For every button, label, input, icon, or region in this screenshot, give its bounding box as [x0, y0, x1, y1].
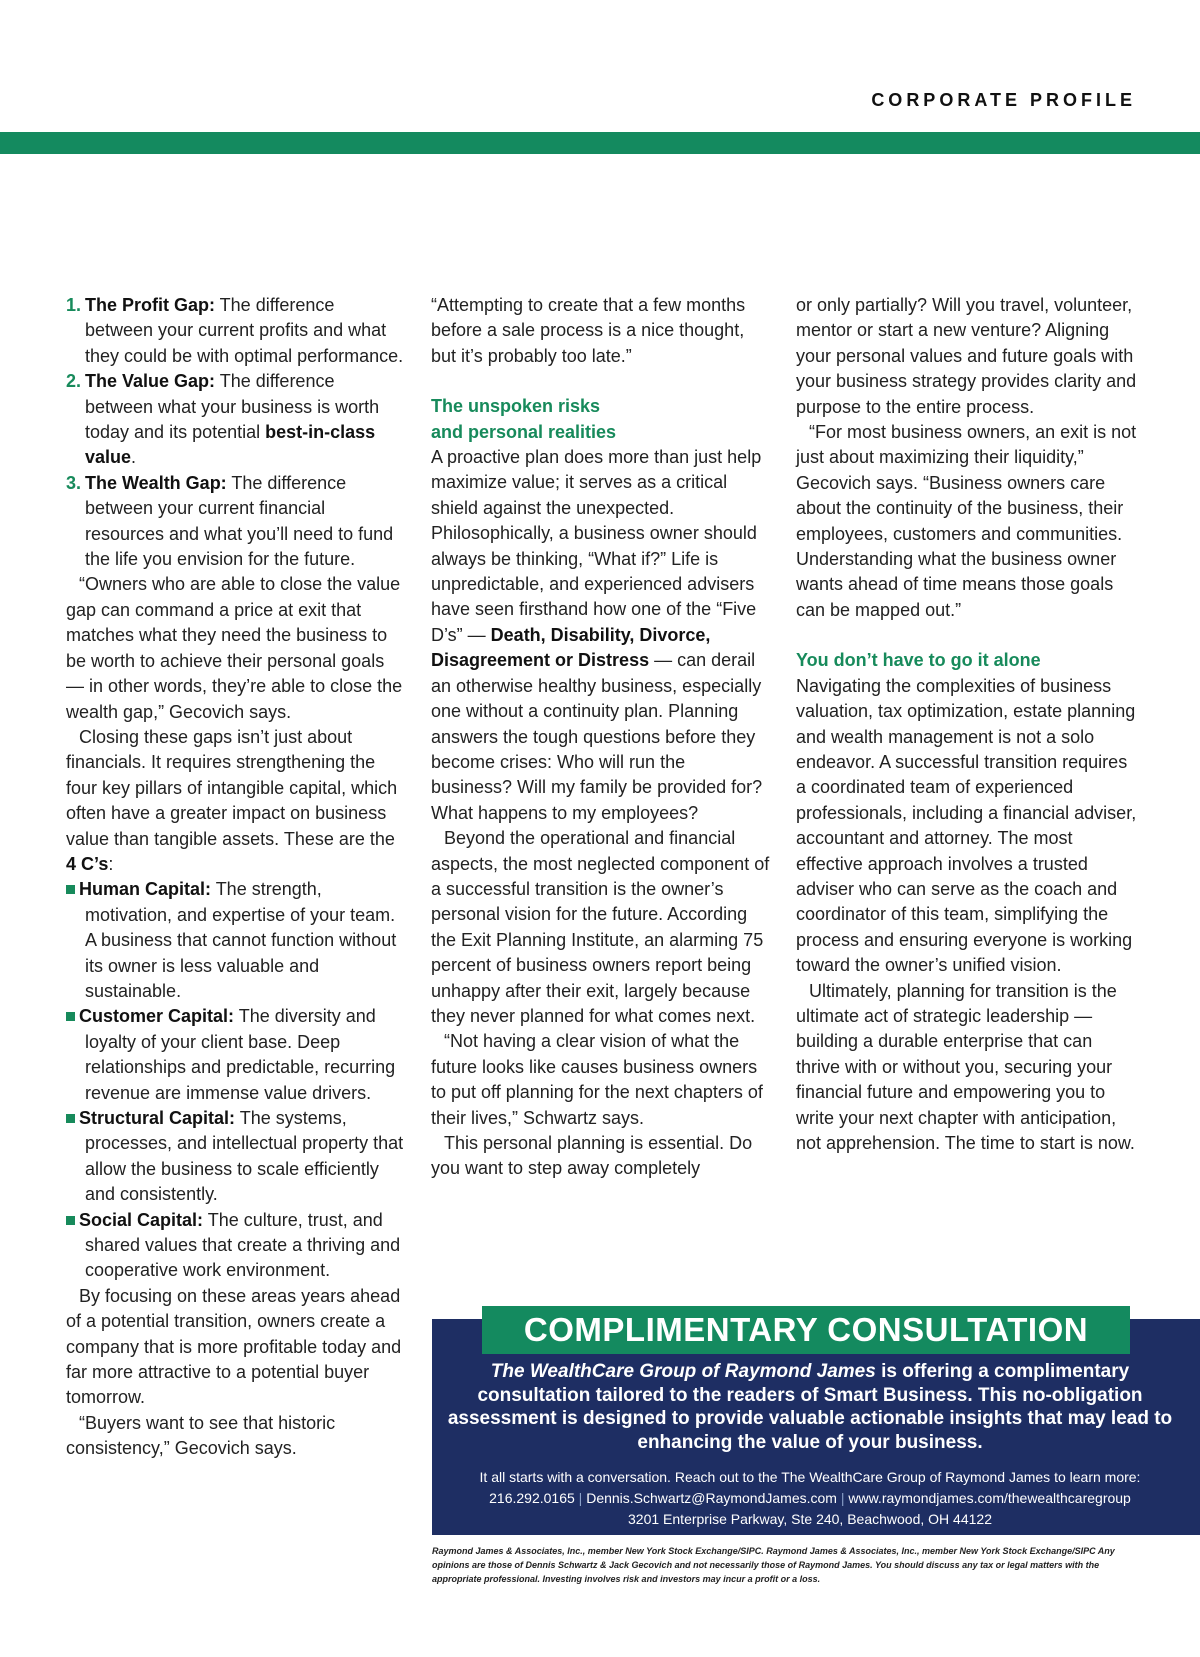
list-item	[66, 1208, 406, 1284]
list-text: The systems, processes, and intellectual property that allow the business to scale efficiently and consistently.	[85, 1108, 404, 1205]
consultation-contact	[432, 1467, 1188, 1530]
list-text: The difference between your current financial resources and what you’ll need to fund the life you envision for the future.	[85, 472, 394, 570]
consultation-text: . This no-obligation assessment is designed to provide valuable actionable insights that may lead to enhancing the value of your business.	[447, 1384, 1173, 1453]
section-heading	[431, 394, 771, 445]
header-rule	[0, 132, 1200, 154]
list-text: The strength, motivation, and expertise of your team. A business that cannot function without its owner is less valuable and sustainable.	[85, 879, 397, 1001]
list-text: The diversity and loyalty of your client base. Deep relationships and predictable, recurring revenue are immense value drivers.	[85, 1006, 396, 1103]
paragraph-bold: 4 C’s	[66, 853, 109, 874]
bullet-square-icon	[66, 1012, 75, 1021]
heading-line: and personal realities	[431, 421, 617, 442]
disclaimer: Raymond James & Associates, Inc., member New York Stock Exchange/SIPC. Raymond James & Associates, Inc., member New York Stock Exchange/SIPC Any opinions are those of Dennis Schwartz & Jack Gecovich and not necessarily those of Raymond James. You should discuss any tax or legal matters with the appropriate professional. Investing involves risk and investors may incur a profit or a loss.	[432, 1546, 1115, 1584]
paragraph: By focusing on these areas years ahead of a potential transition, owners create a company that is more profitable today and far more attractive to a potential buyer tomorrow.	[66, 1285, 402, 1408]
paragraph: “Not having a clear vision of what the future looks like causes business owners to put off planning for the next chapters of their lives,” Schwartz says.	[431, 1031, 763, 1128]
section-label: CORPORATE PROFILE	[871, 90, 1136, 110]
heading-line: The unspoken risks	[431, 396, 601, 417]
list-bold-end: best-in-class value	[85, 422, 376, 468]
gaps-list	[66, 293, 406, 572]
consultation-title: COMPLIMENTARY CONSULTATION	[482, 1306, 1130, 1354]
list-term: The Value Gap:	[85, 371, 216, 392]
section-heading: You don’t have to go it alone	[796, 650, 1041, 671]
paragraph: “Attempting to create that a few months before a sale process is a nice thought, but it’s probably too late.”	[431, 295, 746, 366]
address: 3201 Enterprise Parkway, Ste 240, Beachwood, OH 44122	[628, 1511, 992, 1527]
paragraph	[431, 445, 771, 826]
paragraph: Navigating the complexities of business valuation, tax optimization, estate planning and wealth management is not a solo endeavor. A successful transition requires a coordinated team of experienced professionals, including a financial adviser, accountant and attorney. The most effective approach involves a trusted adviser who can serve as the coach and coordinator of this team, simplifying the process and ensuring everyone is working toward the owner’s unified vision.	[796, 675, 1137, 976]
list-item	[66, 1004, 406, 1106]
bullet-square-icon	[66, 1114, 75, 1123]
paragraph-text: A proactive plan does more than just help maximize value; it serves as a critical shield against the unexpected. Philosophically, a business owner should always be thinking, “What if?” Life is unpredictable, and experienced advisers have seen firsthand how one of the “Five D’s” —	[431, 447, 762, 645]
list-term: The Profit Gap:	[85, 295, 215, 315]
list-item	[66, 471, 406, 573]
list-term: The Wealth Gap:	[85, 472, 227, 493]
article-column-3	[796, 293, 1141, 1156]
website-link[interactable]: www.raymondjames.com/thewealthcaregroup	[848, 1490, 1131, 1506]
phone-number: 216.292.0165	[489, 1490, 575, 1506]
contact-line	[432, 1488, 1188, 1509]
paragraph-text: :	[108, 853, 114, 874]
list-text: The difference between your current profits and what they could be with optimal performance.	[85, 295, 404, 366]
paragraph-text: — can derail an otherwise healthy business, especially one without a continuity plan. Planning answers the tough questions before they become crises: Who will run the business? Will my family be provided for? What happens to my employees?	[431, 650, 763, 823]
paragraph: “Buyers want to see that historic consistency,” Gecovich says.	[66, 1412, 336, 1459]
article-column-2	[431, 293, 771, 1182]
list-item	[66, 369, 406, 471]
publication-name: Smart Business	[823, 1384, 968, 1406]
bullet-square-icon	[66, 885, 75, 894]
separator: |	[578, 1490, 583, 1506]
capital-list	[66, 877, 406, 1284]
paragraph: This personal planning is essential. Do you want to step away completely	[431, 1133, 753, 1179]
consultation-text: is offering a complimentary consultation tailored to the readers of	[477, 1361, 1130, 1406]
paragraph	[66, 725, 406, 877]
list-item	[66, 877, 406, 1004]
email-link[interactable]: Dennis.Schwartz@RaymondJames.com	[586, 1490, 837, 1506]
list-number: 2.	[66, 371, 82, 392]
list-item	[66, 293, 406, 369]
company-name: The WealthCare Group of Raymond James	[490, 1361, 876, 1382]
consultation-body	[432, 1360, 1188, 1454]
list-number: 1.	[66, 295, 82, 315]
list-item	[66, 1106, 406, 1208]
list-end: .	[131, 447, 137, 468]
list-term: Customer Capital:	[79, 1006, 235, 1027]
paragraph: “For most business owners, an exit is not just about maximizing their liquidity,” Gecovich says. “Business owners care about the continuity of the business, their employees, customers and communities. Understanding what the business owner wants ahead of time means those goals can be mapped out.”	[796, 422, 1137, 620]
paragraph: Beyond the operational and financial aspects, the most neglected component of a successful transition is the owner’s personal vision for the future. According the Exit Planning Institute, an alarming 75 percent of business owners report being unhappy after their exit, largely because they never planned for what comes next.	[431, 828, 770, 1026]
paragraph-bold: Death, Disability, Divorce, Disagreement or Distress	[431, 624, 711, 671]
paragraph-text: Closing these gaps isn’t just about financials. It requires strengthening the four key pillars of intangible capital, which often have a greater impact on business value than tangible assets. These are the	[66, 726, 398, 849]
list-text: The difference between what your business is worth today and its potential	[85, 371, 380, 443]
list-number: 3.	[66, 472, 82, 493]
list-term: Structural Capital:	[79, 1108, 236, 1128]
paragraph: Ultimately, planning for transition is the ultimate act of strategic leadership — building a durable enterprise that can thrive with or without you, securing your financial future and empowering you to write your next chapter with anticipation, not apprehension. The time to start is now.	[796, 980, 1135, 1153]
bullet-square-icon	[66, 1216, 75, 1225]
paragraph: “Owners who are able to close the value gap can command a price at exit that matches what they need the business to be worth to achieve their personal goals — in other words, they’re able to close the wealth gap,” Gecovich says.	[66, 574, 403, 722]
contact-intro: It all starts with a conversation. Reach out to the The WealthCare Group of Raymond James to learn more:	[479, 1469, 1141, 1485]
list-term: Social Capital:	[79, 1209, 204, 1230]
article-column-1	[66, 293, 406, 1462]
paragraph: or only partially? Will you travel, volunteer, mentor or start a new venture? Aligning your personal values and future goals with your business strategy provides clarity and purpose to the entire process.	[796, 295, 1137, 417]
list-term: Human Capital:	[79, 879, 212, 900]
separator: |	[840, 1490, 845, 1506]
list-text: The culture, trust, and shared values that create a thriving and cooperative work environment.	[85, 1209, 401, 1281]
